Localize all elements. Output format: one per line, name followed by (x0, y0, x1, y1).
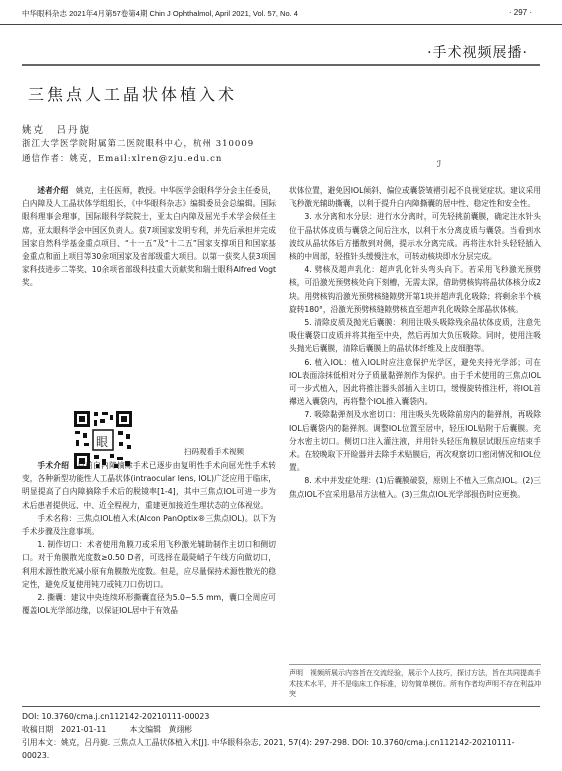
section-tag: ·手术视频展播· (427, 45, 528, 61)
bio-text: 姚克，主任医师，教授。中华医学会眼科学分会主任委员，白内障及人工晶状体学组组长，《中华眼科杂志》编辑委员会总编辑。国际眼科理事会理事，国际眼科学院院士，亚太白内障及屈光手术学会候任主席，亚太眼科学会中国区负责人。获7项国家发明专利，并先后承担并完成国家自然科学基金重点项目、“十一五”及“十二五”国家支撑项目和国家基金重点和面上项目等30余项国家及省部级重大项目。以第一获奖人获3项国家科技进步二等奖、10余项省部级科技重大贡献奖和瑞士眼科Alfred Vogt奖。 (22, 186, 276, 288)
step-7: 7. 吸除黏弹剂及水密切口：用注吸头先吸除前房内的黏弹剂，再吸除IOL后囊袋内的黏弹剂。调整IOL位置至居中，轻压IOL贴附于后囊膜。充分水密主切口。侧切口注入灌注液，并用针头轻压角膜层试眼压应结束手术。在较晚取下开睑器并去除手术贴膜后，再次观察切口密闭情况和IOL位置。 (289, 410, 541, 473)
affiliation: 浙江大学医学院附属第二医院眼科中心，杭州 310009 (22, 139, 255, 149)
footer-divider (22, 706, 540, 707)
intro-label: 手术介绍 (37, 461, 70, 470)
qr-center-glyph: 眼 (96, 435, 109, 449)
surgery-introduction (22, 459, 276, 617)
stray-mark: ℐ (437, 160, 442, 170)
step-1: 1. 制作切口：术者使用角膜刀或采用飞秒激光辅助制作主切口和侧切口。对于角膜散光度数≥0.50 D者，可选择在最陡峭子午线方向做切口，利用术源性散光减小原有角膜散光度数。但是，应尽量保持术源性散光的稳定性，避免反复使用钝刀或钝刀口伤切口。 (22, 540, 276, 589)
steps-intro: 手术名称：三焦点IOL植入术(Alcon PanOptix®三焦点IOL)。以下为手术步骤及注意事项。 (22, 513, 276, 537)
step-2: 2. 撕囊：建议中央连续环形撕囊直径为5.0~5.5 mm，囊口全周应可覆盖IOL光学部边缘，以保证IOL居中于有效晶 (22, 593, 276, 616)
journal-header (0, 0, 562, 25)
step-6: 6. 植入IOL：植入IOL时应注意保护光学区，避免夹持光学部；可在IOL表面涂抹低相对分子质量黏弹剂作为保护。由于手术使用的三焦点IOL可一步式植入，因此将推注器头部插入主切口，缓慢旋转推注杆，将IOL首襻送入囊袋内，再将整个IOL推入囊袋内。 (289, 357, 541, 407)
doi[interactable]: DOI: 10.3760/cma.j.cn112142-20210111-00023 (22, 712, 210, 721)
step-2-continued: 状体位置，避免因IOL倾斜、偏位或囊袋皱褶引起不良视觉症状。建议采用飞秒激光辅助撕囊，以利于提升白内障撕囊的居中性、稳定性和安全性。 (289, 186, 541, 209)
bio-label: 述者介绍 (37, 186, 69, 195)
disclaimer-note: 声明 视频所展示内容旨在交流经验，展示个人技巧，探讨方法，旨在共同提高手术技术水平，并不是临床工作标准，切勿简单模仿。所有作者均声明不存在利益冲突 (289, 664, 541, 700)
step-8: 8. 术中并发症处理：(1)后囊膜破裂，原则上不植入三焦点IOL。(2)三焦点IOL不宜采用悬吊方法植入。(3)三焦点IOL光学部损伤时应更换。 (289, 476, 541, 499)
author-bio (22, 184, 276, 290)
authors: 姚克 吕丹旎 (22, 125, 92, 136)
received-date: 收稿日期 2021-01-11 本文编辑 黄翊彬 (22, 725, 193, 734)
title-divider (22, 64, 540, 66)
correspondence: 通信作者：姚克，Email:xlren@zju.edu.cn (22, 154, 223, 164)
citation: 引用本文：姚克，吕丹旎. 三焦点人工晶状体植入术[J]. 中华眼科杂志, 2021, 57(4): 297-298. DOI: 10.3760/cma.j.cn112142-20210111-00023. (22, 738, 515, 760)
intro-text: 目前白内障摘除手术已逐步由复明性手术向屈光性手术转变，各种新型功能性人工晶状体(intraocular lens, IOL)广泛应用于临床，明显提高了白内障摘除手术后的脱镜率[1-4]，其中三焦点IOL可进一步为术后患者提供远、中、近全程视力，重建更加接近生理状态的立体视觉。 (22, 461, 276, 510)
step-5: 5. 清除皮质及抛光后囊膜：利用注吸头吸除残余晶状体皮质，注意先吸住囊袋口皮质并将其拖至中央，然后再加大负压吸除。同时，使用注吸头抛光后囊膜，清除后囊膜上的晶状体纤维及上皮细胞等。 (289, 318, 541, 354)
step-3: 3. 水分离和水分层：进行水分离时，可先轻挑前囊膜，确定注水针头位于晶状体皮质与囊袋之间后注水，以利于水分离皮质与囊袋。当看到水波纹从晶状体后方播散到对侧，提示水分离完成。再将注水针头轻轻插入核的中周部，轻推针头缓慢注水，可转动核块即水分层完成。 (289, 212, 541, 262)
step-4: 4. 劈核及超声乳化：超声乳化针头弯头向下。若采用飞秒激光预劈核，可沿激光预劈核处向下刻槽，无需太深，借助劈核钩将晶状体核分成2块。用劈核钩沿激光预劈核缝隙劈开第1块并超声乳化吸除；将剩余半个核旋转180°，沿激光预劈核缝隙劈核直至超声乳化吸除全部晶状体核。 (289, 265, 541, 314)
journal-info: 中华眼科杂志 2021年4月第57卷第4期 Chin J Ophthalmol, April 2021, Vol. 57, No. 4 (22, 9, 298, 18)
page-number: · 297 · (508, 8, 532, 17)
qr-caption: 扫码观看手术视频 (184, 447, 244, 456)
right-column (289, 184, 541, 501)
article-title: 三焦点人工晶状体植入术 (28, 85, 238, 104)
